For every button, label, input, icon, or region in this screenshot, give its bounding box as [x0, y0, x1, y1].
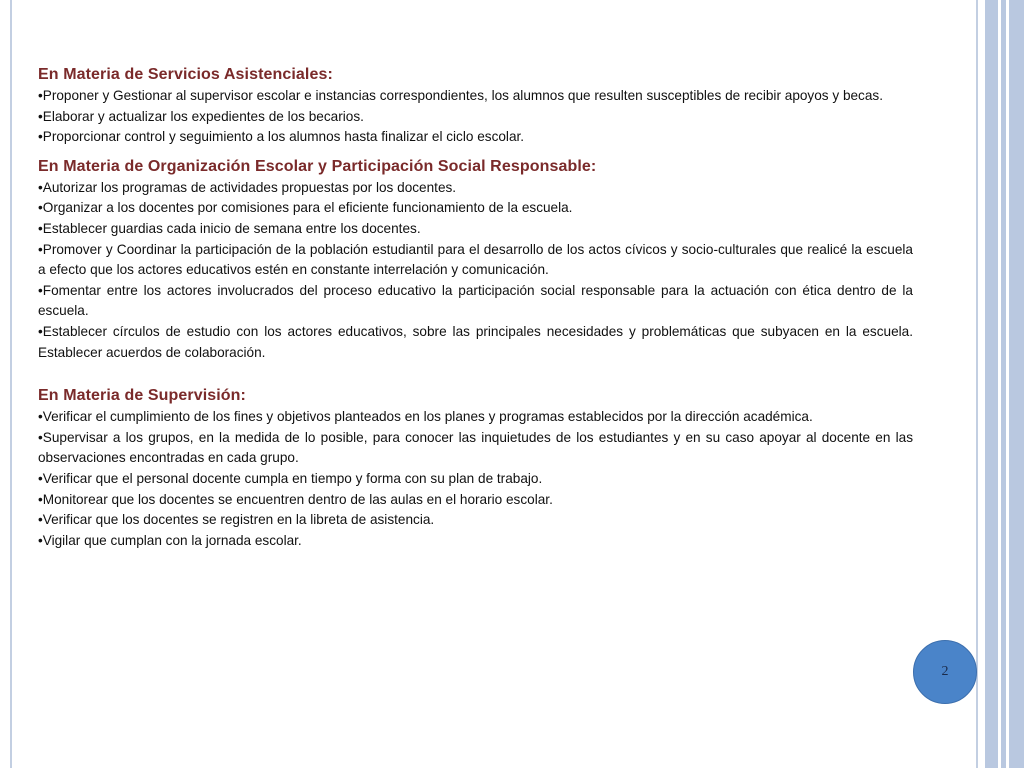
- bullet-item: •Organizar a los docentes por comisiones para el eficiente funcionamiento de la escuela.: [38, 200, 573, 216]
- bullet-item: •Elaborar y actualizar los expedientes de los becarios.: [38, 108, 364, 124]
- section-title: En Materia de Supervisión:: [38, 387, 246, 405]
- right-border-line: [976, 0, 978, 768]
- right-border-stripe: [985, 0, 998, 768]
- bullet-item: •Verificar el cumplimiento de los fines y objetivos planteados en los planes y programas establecidos por la dirección académica.: [38, 409, 813, 425]
- bullet-item: •Proponer y Gestionar al supervisor escolar e instancias correspondientes, los alumnos que resulten susceptibles de recibir apoyos y becas.: [38, 88, 883, 103]
- section-title: En Materia de Servicios Asistenciales:: [38, 66, 333, 83]
- section-servicios-asistenciales: [38, 64, 913, 148]
- bullet-item: •Verificar que el personal docente cumpla en tiempo y forma con su plan de trabajo.: [38, 470, 543, 486]
- bullet-item: •Verificar que los docentes se registren en la libreta de asistencia.: [38, 512, 435, 528]
- bullet-item: •Establecer círculos de estudio con los actores educativos, sobre las principales necesidades y problemáticas que subyacen en la escuela. Establecer acuerdos de colaboración.: [38, 323, 913, 360]
- bullet-item: •Establecer guardias cada inicio de semana entre los docentes.: [38, 220, 421, 236]
- bullet-item: •Promover y Coordinar la participación de la población estudiantil para el desarrollo de los actos cívicos y socio-culturales que realicé la escuela a efecto que los actores educativos estén en constante interrelación y comunicación.: [38, 241, 913, 278]
- bullet-item: •Monitorear que los docentes se encuentren dentro de las aulas en el horario escolar.: [38, 491, 553, 507]
- bullet-item: •Autorizar los programas de actividades propuestas por los docentes.: [38, 179, 457, 195]
- bullet-item: •Fomentar entre los actores involucrados del proceso educativo la participación social responsable para la actuación con ética dentro de la escuela.: [38, 282, 913, 319]
- bullet-item: •Supervisar a los grupos, en la medida de lo posible, para conocer las inquietudes de los estudiantes y en su caso apoyar al docente en las observaciones encontradas en cada grupo.: [38, 429, 913, 466]
- bullet-item: •Proporcionar control y seguimiento a los alumnos hasta finalizar el ciclo escolar.: [38, 129, 525, 145]
- slide-content: [38, 64, 913, 559]
- section-organizacion-escolar: [38, 156, 913, 363]
- left-border-line: [10, 0, 12, 768]
- right-border-stripe: [1001, 0, 1006, 768]
- page-number-badge: 2: [913, 640, 977, 704]
- section-title: En Materia de Organización Escolar y Participación Social Responsable:: [38, 157, 597, 175]
- section-supervision: [38, 385, 913, 551]
- bullet-item: •Vigilar que cumplan con la jornada escolar.: [38, 532, 302, 548]
- right-border-stripe: [1009, 0, 1024, 768]
